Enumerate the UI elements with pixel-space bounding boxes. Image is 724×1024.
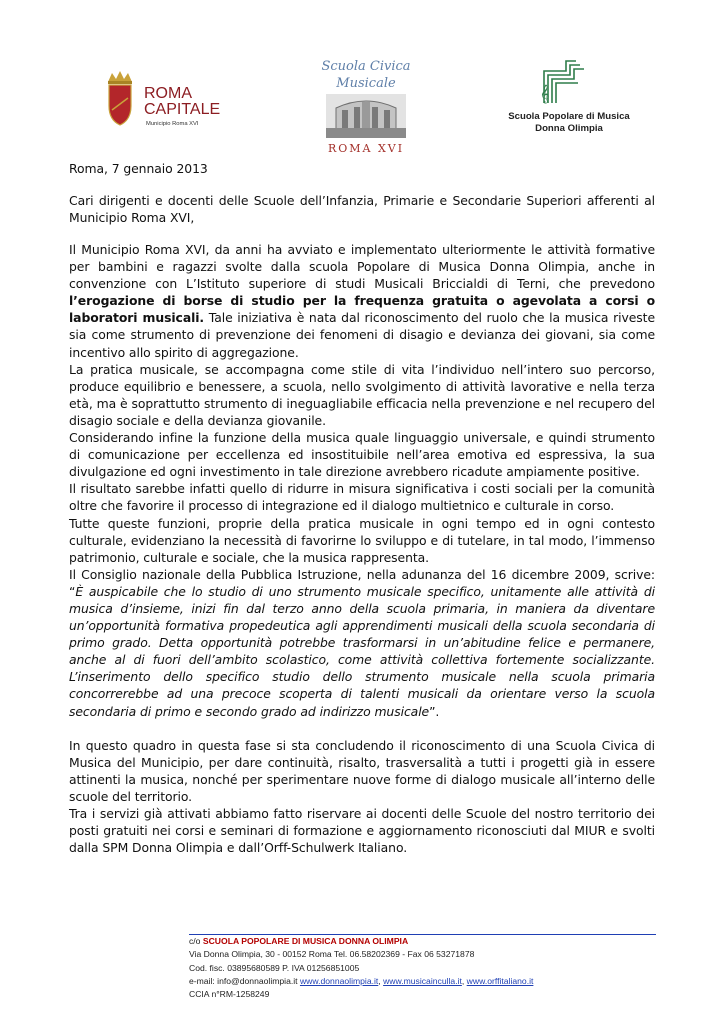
footer-org-line	[189, 935, 656, 948]
p6-text-end: ”.	[429, 703, 440, 719]
scuola-civica-logo	[318, 52, 414, 156]
footer-ccia: CCIA n°RM-1258249	[189, 989, 270, 1000]
footer-co: c/o	[189, 936, 203, 946]
clef-icon: 𝄞	[540, 84, 550, 103]
paragraph-3: Considerando infine la funzione della musica quale linguaggio universale, e quindi strumento di comunicazione per eccellenza ed insostituibile nell’area emotiva ed espressiva, la sua divulgazione ed ogni investimento in tale direzione avrebbero ricadute ampiamente positive.	[69, 430, 655, 480]
footer-fiscal: Cod. fisc. 03895680589 P. IVA 01256851005	[189, 962, 360, 973]
roma-capitale-logo	[104, 70, 234, 130]
p1-text-end: Tale iniziativa è nata dal riconoscimento del ruolo che la musica riveste sia come strumento di prevenzione dei fenomeni di disagio e devianza dei giovani, sia come incentivo allo spirito di aggregazione.	[69, 310, 655, 360]
civica-line2: Musicale	[336, 76, 396, 91]
paragraph-4: Il risultato sarebbe infatti quello di ridurre in misura significativa i costi sociali per la comunità oltre che favorire il processo di integrazione ed il dialogo multietnico e culturale in corso.	[69, 481, 655, 514]
roma-name-line1: ROMA	[144, 85, 192, 102]
civica-line3: ROMA XVI	[327, 142, 405, 155]
roma-sub: Municipio Roma XVI	[146, 121, 199, 127]
roma-name-line2: CAPITALE	[144, 101, 221, 118]
paragraph-2: La pratica musicale, se accompagna come stile di vita l’individuo nell’intero suo percorso, produce equilibrio e benessere, a scuola, nello svolgimento di attività lavorative e nella terza età, ma è soprattutto strumento di ineguagliabile efficacia nella prevenzione e nel recupero del disagio sociale e della devianza giovanile.	[69, 361, 655, 428]
link-donnaolimpia[interactable]: www.donnaolimpia.it	[299, 975, 379, 986]
p6-quote: È auspicabile che lo studio di uno strumento musicale specifico, unitamente alle attività di musica d’insieme, inizi fin dal terzo anno della scuola primaria, in maniera da diventare un’opportunità formativa propedeutica agli apprendimenti musicali della scuola secondaria di primo grado. Detta opportunità potrebbe trasformarsi in un’abitudine felice e permanere, anche al di fuori dell’ambito scolastico, come attività collettiva fortemente socializzante. L’inserimento dello specifico studio dello strumento musicale nella scuola primaria concorrerebbe ad una precoce scoperta di talenti musicali da orientare verso la scuola secondaria di primo e secondo grado ad indirizzo musicale	[69, 583, 655, 719]
shield-icon	[109, 85, 131, 125]
spm-donna-olimpia-logo	[504, 55, 634, 140]
footer-org: SCUOLA POPOLARE DI MUSICA DONNA OLIMPIA	[202, 936, 409, 946]
date-line: Roma, 7 gennaio 2013	[69, 161, 208, 176]
paragraph-6	[69, 566, 655, 720]
footer-links	[189, 975, 656, 988]
link-separator: ,	[378, 975, 384, 986]
paragraph-1	[69, 241, 655, 361]
footer	[189, 934, 656, 1001]
paragraph-7: In questo quadro in questa fase si sta concludendo il riconoscimento di una Scuola Civica di Musica del Municipio, per dare continuità, risalto, trasversalità a tutti i progetti già in essere attinenti la musica, nonché per sperimentare nuove forme di dialogo musicale all’interno delle scuole del territorio.	[69, 737, 655, 804]
spm-line2: Donna Olimpia	[535, 123, 603, 134]
link-musicainculla[interactable]: www.musicainculla.it	[383, 975, 462, 986]
crown-icon	[108, 71, 132, 84]
p1-highlight: l’erogazione di borse di studio per la frequenza gratuita o agevolata a corsi o laboratori musicali.	[69, 293, 655, 326]
p1-text: Il Municipio Roma XVI, da anni ha avviato e implementato ulteriormente le attività formative per bambini e ragazzi svolte dalla scuola Popolare di Musica Donna Olimpia, anche in convenzione con L’Istituto superiore di studi Musicali Briccialdi di Terni, che prevedono	[69, 242, 655, 292]
footer-email: e-mail: info@donnaolimpia.it	[189, 975, 300, 986]
letter-body	[69, 241, 655, 856]
paragraph-5: Tutte queste funzioni, proprie della pratica musicale in ogni tempo ed in ogni contesto culturale, evidenziano la necessità di favorirne lo sviluppo e di tutelare, in tal modo, l’immenso patrimonio, culturale e sociale, che la musica rappresenta.	[69, 515, 655, 565]
footer-address: Via Donna Olimpia, 30 - 00152 Roma Tel. 06.58202369 - Fax 06 53271878	[189, 949, 475, 960]
civica-line1: Scuola Civica	[321, 59, 411, 74]
music-staff-icon	[544, 61, 584, 103]
link-orffitaliano[interactable]: www.orffitaliano.it	[466, 975, 534, 986]
p6-text: Il Consiglio nazionale della Pubblica Istruzione, nella adunanza del 16 dicembre 2009, scrive: “	[69, 566, 655, 599]
salutation: Cari dirigenti e docenti delle Scuole dell’Infanzia, Primarie e Secondarie Superiori afferenti al Municipio Roma XVI,	[69, 193, 655, 226]
paragraph-8: Tra i servizi già attivati abbiamo fatto riservare ai docenti delle Scuole del nostro territorio dei posti gratuiti nei corsi e seminari di formazione e aggiornamento riconosciuti dal MIUR e svolti dalla SPM Donna Olimpia e dall’Orff-Schulwerk Italiano.	[69, 806, 655, 856]
spm-line1: Scuola Popolare di Musica	[508, 111, 630, 122]
link-separator: ,	[461, 975, 467, 986]
monument-icon	[326, 94, 406, 138]
